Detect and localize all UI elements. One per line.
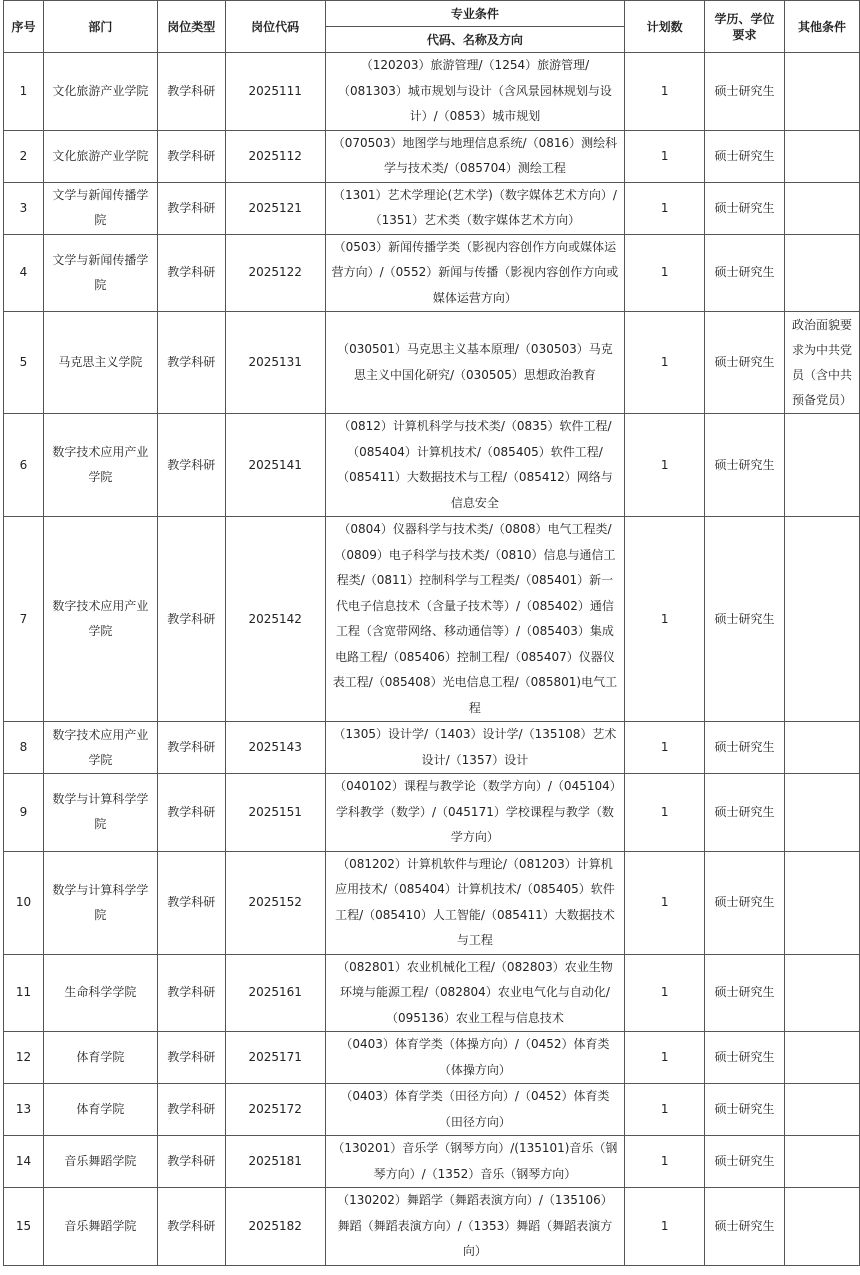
cell-degree: 硕士研究生	[705, 851, 785, 954]
cell-other	[785, 1188, 860, 1266]
cell-other	[785, 722, 860, 774]
table-row	[4, 954, 860, 1032]
cell-degree: 硕士研究生	[705, 1084, 785, 1136]
cell-degree: 硕士研究生	[705, 53, 785, 131]
cell-other	[785, 517, 860, 722]
cell-dept: 马克思主义学院	[43, 312, 157, 414]
cell-post-type: 教学科研	[157, 414, 225, 517]
cell-post-code: 2025122	[225, 234, 325, 312]
cell-dept: 数学与计算科学学院	[43, 851, 157, 954]
cell-degree: 硕士研究生	[705, 722, 785, 774]
cell-plan: 1	[625, 1084, 705, 1136]
cell-seq: 6	[4, 414, 44, 517]
cell-post-code: 2025182	[225, 1188, 325, 1266]
recruitment-table	[3, 0, 860, 1266]
table-row	[4, 1136, 860, 1188]
cell-other	[785, 1032, 860, 1084]
cell-post-type: 教学科研	[157, 1084, 225, 1136]
cell-plan: 1	[625, 1032, 705, 1084]
table-row	[4, 130, 860, 182]
cell-plan: 1	[625, 312, 705, 414]
cell-other	[785, 414, 860, 517]
header-major: 专业条件	[325, 1, 625, 27]
cell-post-type: 教学科研	[157, 182, 225, 234]
cell-degree: 硕士研究生	[705, 414, 785, 517]
table-row	[4, 312, 860, 414]
table-row	[4, 53, 860, 131]
table-row	[4, 182, 860, 234]
cell-seq: 10	[4, 851, 44, 954]
cell-plan: 1	[625, 722, 705, 774]
table-row	[4, 414, 860, 517]
cell-post-code: 2025151	[225, 774, 325, 852]
cell-dept: 数字技术应用产业学院	[43, 722, 157, 774]
cell-degree: 硕士研究生	[705, 1136, 785, 1188]
cell-seq: 7	[4, 517, 44, 722]
cell-degree: 硕士研究生	[705, 130, 785, 182]
cell-other	[785, 53, 860, 131]
cell-post-type: 教学科研	[157, 312, 225, 414]
cell-post-code: 2025152	[225, 851, 325, 954]
cell-major-req: （070503）地图学与地理信息系统/（0816）测绘科学与技术类/（085704）测绘工程	[325, 130, 625, 182]
cell-seq: 5	[4, 312, 44, 414]
cell-post-code: 2025172	[225, 1084, 325, 1136]
cell-post-type: 教学科研	[157, 1188, 225, 1266]
cell-plan: 1	[625, 414, 705, 517]
cell-post-type: 教学科研	[157, 53, 225, 131]
cell-other	[785, 182, 860, 234]
cell-degree: 硕士研究生	[705, 774, 785, 852]
cell-dept: 文学与新闻传播学院	[43, 182, 157, 234]
header-plan: 计划数	[625, 1, 705, 53]
cell-post-code: 2025111	[225, 53, 325, 131]
cell-other	[785, 851, 860, 954]
cell-seq: 4	[4, 234, 44, 312]
cell-seq: 8	[4, 722, 44, 774]
cell-post-type: 教学科研	[157, 722, 225, 774]
cell-seq: 9	[4, 774, 44, 852]
cell-other	[785, 1136, 860, 1188]
cell-major-req: （130202）舞蹈学（舞蹈表演方向）/（135106）舞蹈（舞蹈表演方向）/（1353）舞蹈（舞蹈表演方向）	[325, 1188, 625, 1266]
cell-seq: 2	[4, 130, 44, 182]
cell-post-type: 教学科研	[157, 234, 225, 312]
cell-seq: 1	[4, 53, 44, 131]
table-row	[4, 1032, 860, 1084]
cell-plan: 1	[625, 182, 705, 234]
cell-major-req: （030501）马克思主义基本原理/（030503）马克思主义中国化研究/（030505）思想政治教育	[325, 312, 625, 414]
cell-major-req: （0403）体育学类（田径方向）/（0452）体育类（田径方向）	[325, 1084, 625, 1136]
cell-post-type: 教学科研	[157, 1032, 225, 1084]
cell-plan: 1	[625, 130, 705, 182]
cell-seq: 14	[4, 1136, 44, 1188]
cell-major-req: （0804）仪器科学与技术类/（0808）电气工程类/（0809）电子科学与技术类/（0810）信息与通信工程类/（0811）控制科学与工程类/（085401）新一代电子信息技术（含量子技术等）/（085402）通信工程（含宽带网络、移动通信等）/（085403）集成电路工程/（085406）控制工程/（085407）仪器仪表工程/（085408）光电信息工程/（085801)电气工程	[325, 517, 625, 722]
cell-degree: 硕士研究生	[705, 182, 785, 234]
cell-degree: 硕士研究生	[705, 517, 785, 722]
cell-plan: 1	[625, 234, 705, 312]
cell-plan: 1	[625, 517, 705, 722]
cell-post-type: 教学科研	[157, 517, 225, 722]
cell-plan: 1	[625, 774, 705, 852]
cell-seq: 11	[4, 954, 44, 1032]
cell-post-type: 教学科研	[157, 1136, 225, 1188]
cell-dept: 文化旅游产业学院	[43, 53, 157, 131]
cell-dept: 数字技术应用产业学院	[43, 517, 157, 722]
cell-major-req: （120203）旅游管理/（1254）旅游管理/（081303）城市规划与设计（含风景园林规划与设计）/（0853）城市规划	[325, 53, 625, 131]
cell-major-req: （0503）新闻传播学类（影视内容创作方向或媒体运营方向）/（0552）新闻与传播（影视内容创作方向或媒体运营方向）	[325, 234, 625, 312]
cell-seq: 3	[4, 182, 44, 234]
header-degree: 学历、学位要求	[705, 1, 785, 53]
cell-post-code: 2025143	[225, 722, 325, 774]
table-row	[4, 851, 860, 954]
cell-post-code: 2025171	[225, 1032, 325, 1084]
cell-post-code: 2025161	[225, 954, 325, 1032]
table-row	[4, 234, 860, 312]
cell-major-req: （081202）计算机软件与理论/（081203）计算机应用技术/（085404）计算机技术/（085405）软件工程/（085410）人工智能/（085411）大数据技术与工程	[325, 851, 625, 954]
cell-other	[785, 954, 860, 1032]
cell-major-req: （1305）设计学/（1403）设计学/（135108）艺术设计/（1357）设计	[325, 722, 625, 774]
cell-plan: 1	[625, 53, 705, 131]
cell-seq: 15	[4, 1188, 44, 1266]
cell-post-code: 2025141	[225, 414, 325, 517]
cell-major-req: （130201）音乐学（钢琴方向）/(135101)音乐（钢琴方向）/（1352）音乐（钢琴方向）	[325, 1136, 625, 1188]
cell-plan: 1	[625, 1136, 705, 1188]
cell-plan: 1	[625, 954, 705, 1032]
cell-plan: 1	[625, 851, 705, 954]
cell-dept: 音乐舞蹈学院	[43, 1136, 157, 1188]
cell-post-type: 教学科研	[157, 130, 225, 182]
cell-post-code: 2025181	[225, 1136, 325, 1188]
cell-other	[785, 130, 860, 182]
cell-degree: 硕士研究生	[705, 954, 785, 1032]
cell-major-req: （0403）体育学类（体操方向）/（0452）体育类（体操方向）	[325, 1032, 625, 1084]
cell-major-req: （082801）农业机械化工程/（082803）农业生物环境与能源工程/（082804）农业电气化与自动化/（095136）农业工程与信息技术	[325, 954, 625, 1032]
cell-major-req: （040102）课程与教学论（数学方向）/（045104）学科教学（数学）/（045171）学校课程与教学（数学方向）	[325, 774, 625, 852]
cell-post-type: 教学科研	[157, 851, 225, 954]
header-row	[4, 1, 860, 27]
cell-post-code: 2025121	[225, 182, 325, 234]
cell-dept: 文化旅游产业学院	[43, 130, 157, 182]
table-row	[4, 722, 860, 774]
table-row	[4, 1084, 860, 1136]
cell-dept: 生命科学学院	[43, 954, 157, 1032]
header-major-sub: 代码、名称及方向	[325, 27, 625, 53]
cell-other	[785, 1084, 860, 1136]
cell-dept: 文学与新闻传播学院	[43, 234, 157, 312]
table-row	[4, 1188, 860, 1266]
header-other: 其他条件	[785, 1, 860, 53]
header-post-code: 岗位代码	[225, 1, 325, 53]
cell-other	[785, 774, 860, 852]
cell-degree: 硕士研究生	[705, 234, 785, 312]
cell-dept: 音乐舞蹈学院	[43, 1188, 157, 1266]
cell-degree: 硕士研究生	[705, 1032, 785, 1084]
cell-degree: 硕士研究生	[705, 312, 785, 414]
table-row	[4, 517, 860, 722]
cell-post-code: 2025142	[225, 517, 325, 722]
cell-major-req: （0812）计算机科学与技术类/（0835）软件工程/（085404）计算机技术/（085405）软件工程/（085411）大数据技术与工程/（085412）网络与信息安全	[325, 414, 625, 517]
cell-dept: 数学与计算科学学院	[43, 774, 157, 852]
cell-degree: 硕士研究生	[705, 1188, 785, 1266]
table-row	[4, 774, 860, 852]
header-post-type: 岗位类型	[157, 1, 225, 53]
cell-dept: 体育学院	[43, 1084, 157, 1136]
cell-dept: 数字技术应用产业学院	[43, 414, 157, 517]
cell-seq: 13	[4, 1084, 44, 1136]
cell-seq: 12	[4, 1032, 44, 1084]
cell-major-req: （1301）艺术学理论(艺术学)（数字媒体艺术方向）/（1351）艺术类（数字媒体艺术方向）	[325, 182, 625, 234]
cell-post-code: 2025112	[225, 130, 325, 182]
cell-post-code: 2025131	[225, 312, 325, 414]
cell-other: 政治面貌要求为中共党员（含中共预备党员）	[785, 312, 860, 414]
cell-post-type: 教学科研	[157, 954, 225, 1032]
cell-other	[785, 234, 860, 312]
header-dept: 部门	[43, 1, 157, 53]
cell-plan: 1	[625, 1188, 705, 1266]
cell-post-type: 教学科研	[157, 774, 225, 852]
cell-dept: 体育学院	[43, 1032, 157, 1084]
header-seq: 序号	[4, 1, 44, 53]
